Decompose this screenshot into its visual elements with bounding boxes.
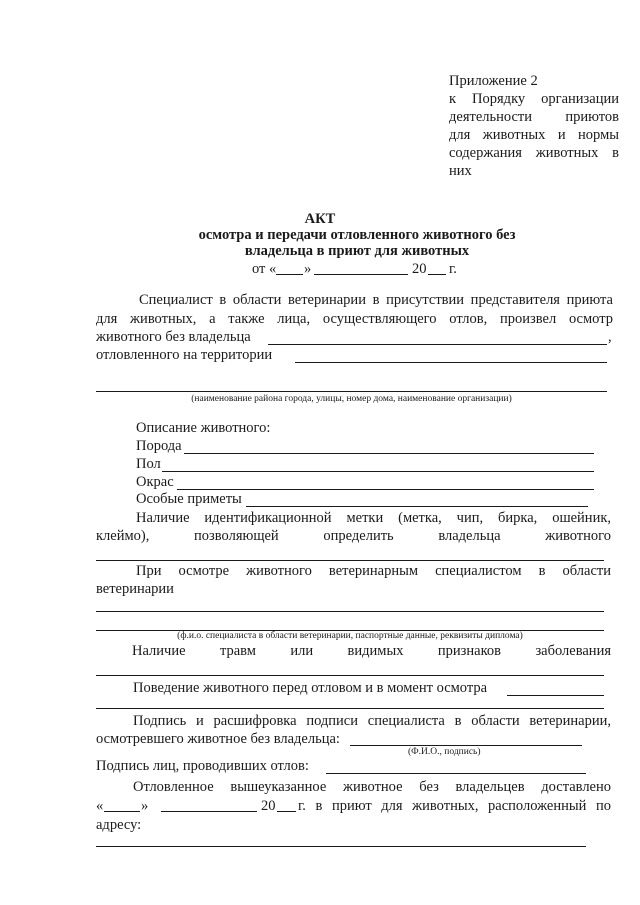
inspection-line1: При осмотре животного ветеринарным специалистом в области (136, 563, 611, 579)
appendix-line: них (449, 163, 472, 179)
id-mark-line1: Наличие идентификационной метки (метка, чип, бирка, ошейник, (136, 510, 611, 526)
delivery-month-field[interactable] (161, 811, 257, 812)
sex-field[interactable] (162, 471, 594, 472)
intro-comma: , (608, 329, 612, 345)
date-day-field[interactable] (276, 274, 303, 275)
date-suffix: г. (449, 261, 457, 277)
intro-line2: для животных, а также лица, осуществляющего отлов, произвел осмотр (96, 311, 613, 327)
date-month-field[interactable] (314, 274, 408, 275)
marks-field[interactable] (246, 506, 588, 507)
act-subtitle-line1: осмотра и передачи отловленного животного без (198, 227, 516, 243)
appendix-line: Приложение 2 (449, 73, 538, 89)
date-year-prefix: 20 (412, 261, 427, 277)
catchers-signature-field[interactable] (326, 773, 586, 774)
behavior-field-2[interactable] (96, 708, 604, 709)
date-prefix: от « (252, 261, 277, 277)
appendix-line: к Порядку организации (449, 91, 619, 107)
territory-caption: (наименование района города, улицы, номер дома, наименование организации) (191, 394, 512, 404)
delivery-day-field[interactable] (104, 811, 140, 812)
behavior-field[interactable] (507, 695, 604, 696)
delivery-line2: г. в приют для животных, расположенный по (298, 798, 611, 814)
breed-label: Порода (136, 438, 182, 454)
appendix-line: содержания животных в (449, 145, 619, 161)
catchers-signature-label: Подпись лиц, проводивших отлов: (96, 758, 309, 774)
color-label: Окрас (136, 474, 174, 490)
inspection-line2: ветеринарии (96, 581, 174, 597)
sex-label: Пол (136, 456, 161, 472)
description-heading: Описание животного: (136, 420, 271, 436)
vet-signature-caption: (Ф.И.О., подпись) (408, 747, 481, 757)
territory-label: отловленного на территории (96, 347, 273, 363)
territory-field[interactable] (295, 362, 607, 363)
appendix-line: для животных и нормы (449, 127, 619, 143)
delivery-address-field[interactable] (96, 846, 586, 847)
vet-signature-line1: Подпись и расшифровка подписи специалиста в области ветеринарии, (133, 713, 611, 729)
delivery-open-quote: « (96, 798, 104, 814)
injuries-field[interactable] (96, 675, 604, 676)
animal-field[interactable] (268, 344, 607, 345)
delivery-year-field[interactable] (277, 811, 296, 812)
territory-field-2[interactable] (96, 391, 607, 392)
vet-signature-field[interactable] (350, 745, 582, 746)
behavior-label: Поведение животного перед отловом и в момент осмотра (133, 680, 488, 696)
delivery-line1: Отловленное вышеуказанное животное без владельцев доставлено (133, 779, 611, 795)
intro-line1: Специалист в области ветеринарии в присутствии представителя приюта (139, 292, 613, 308)
color-field[interactable] (177, 489, 594, 490)
delivery-year-prefix: 20 (261, 798, 276, 814)
delivery-line3: адресу: (96, 817, 142, 833)
act-title: АКТ (304, 211, 336, 227)
appendix-block (449, 72, 619, 180)
id-mark-field[interactable] (96, 560, 604, 561)
vet-signature-line2: осмотревшего животное без владельца: (96, 731, 340, 747)
id-mark-line2: клеймо), позволяющей определить владельца животного (96, 528, 611, 544)
delivery-close-quote: » (141, 798, 149, 814)
date-year-field[interactable] (428, 274, 446, 275)
injuries-label: Наличие травм или видимых признаков заболевания (132, 643, 611, 659)
vet-caption: (ф.и.о. специалиста в области ветеринарии, паспортные данные, реквизиты диплома) (177, 631, 523, 641)
marks-label: Особые приметы (136, 491, 242, 507)
act-subtitle-line2: владельца в приют для животных (244, 243, 470, 259)
date-close-quote: » (304, 261, 312, 277)
appendix-line: деятельности приютов (449, 109, 619, 125)
intro-line3: животного без владельца (96, 329, 251, 345)
vet-field-1[interactable] (96, 611, 604, 612)
breed-field[interactable] (184, 453, 594, 454)
